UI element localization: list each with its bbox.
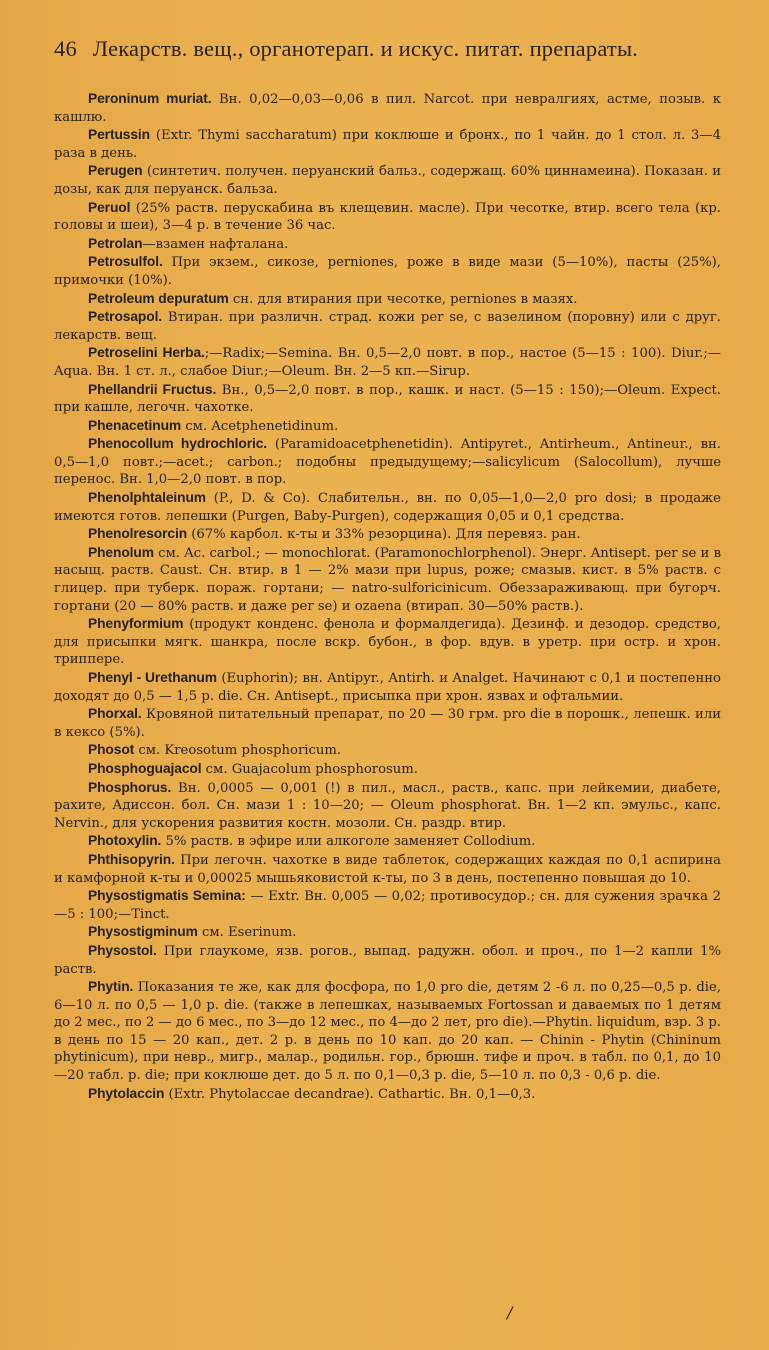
- entry-term: Phenocollum hydrochloric.: [88, 436, 268, 452]
- entry-text: При экзем., сикозе, perniones, роже в виде мази (5—10%), пасты (25%), примочки (10%).: [54, 255, 721, 288]
- page-header: [54, 36, 721, 62]
- dictionary-entry: [54, 669, 721, 705]
- dictionary-entry: [54, 525, 721, 544]
- entry-text: см. Guajacolum phosphorosum.: [201, 761, 418, 777]
- dictionary-entry: [54, 381, 721, 417]
- dictionary-entry: [54, 290, 721, 309]
- entry-term: Perugen: [88, 163, 143, 179]
- entry-text: (P., D. & Co). Слабительн., вн. по 0,05—1,0—2,0 pro dosi; в продаже имеются готов. лепешки (Purgen, Baby-Purgen), содержащия 0,05 и 0,1 средства.: [54, 491, 721, 524]
- dictionary-entry: [54, 344, 721, 380]
- entry-text: Вн., 0,5—2,0 повт. в пор., кашк. и наст. (5—15 : 150);—Oleum. Expect. при кашле, легочн. чахотке.: [54, 382, 721, 416]
- entry-text: (25% раств. перускабина въ клещевин. масле). При чесотке, втир. всего тела (кр. головы и шеи), 3—4 р. в течение 36 час.: [54, 200, 721, 234]
- entry-term: Peroninum muriat.: [88, 91, 212, 106]
- entry-term: Phosot: [88, 742, 135, 758]
- entry-term: Phenolphtaleinum: [88, 490, 206, 506]
- entry-text: сн. для втирания при чесотке, perniones в мазях.: [228, 291, 578, 307]
- dictionary-entry: [54, 253, 721, 289]
- entry-text: (Paramidoacetphenetidin). Antipyret., Antirheum., Antineur., вн. 0,5—1,0 повт.;—acet.; carbon.; подобны предыдущему;—salicylicum (Salocollum), лучше перенос. Вн. 1,0—2,0 повт. в пор.: [54, 437, 721, 488]
- entry-term: Phthisopyrin.: [88, 851, 175, 867]
- dictionary-entry: [54, 1085, 721, 1104]
- page-number: 46: [54, 36, 77, 61]
- entry-term: Phenyformium: [88, 616, 184, 632]
- entry-term: Phenolresorcin: [88, 526, 188, 542]
- entry-term: Peruol: [88, 199, 131, 215]
- entry-text: см. Acetphenetidinum.: [181, 418, 339, 434]
- dictionary-entry: [54, 235, 721, 254]
- entry-term: Petroleum depuratum: [88, 290, 229, 306]
- entry-term: Phorxal.: [88, 706, 142, 722]
- entry-term: Petroselini Herba.: [88, 345, 205, 361]
- dictionary-entry: [54, 615, 721, 669]
- dictionary-entry: [54, 760, 721, 779]
- entry-term: Phytolaccin: [88, 1085, 165, 1101]
- dictionary-entry: [54, 779, 721, 833]
- dictionary-entry: [54, 923, 721, 942]
- entry-term: Physostol.: [88, 942, 157, 958]
- entry-term: Physostigmatis Semina:: [88, 888, 246, 904]
- dictionary-entry: [54, 544, 721, 615]
- entry-text: см. Kreosotum phosphoricum.: [134, 743, 342, 759]
- entry-text: см. Eserinum.: [197, 925, 297, 941]
- entry-text: Показания те же, как для фосфора, по 1,0 pro die, детям 2 -6 л. по 0,25—0,5 р. die, 6—10 л. по 0,5 — 1,0 р. die. (также в лепешках, называемых Fortossan и даваемых по 1 детям до 2 мес., по 2 — до 6 мес., по 3—до 12 мес., по 4—до 2 лет, pro die).—Phytin. liquidum, взр. 3 р. в день по 15 — 20 кап., дет. 2 р. в день по 10 кап. до 20 кап. — Chinin - Phytin (Chininum phytinicum), при невр., мигр., малар., родильн. гор., брюшн. тифе и проч. в табл. по 0,1, до 10—20 табл. р. die; при коклюше дет. до 5 л. по 0,1—0,3 р. die, 5—10 л. по 0,3 - 0,6 р. die.: [54, 980, 721, 1084]
- entry-term: Photoxylin.: [88, 833, 162, 849]
- dictionary-entry: [54, 199, 721, 235]
- entry-text: Кровяной питательный препарат, по 20 — 30 грм. pro die в порошк., лепешк. или в кексо (5%).: [54, 707, 721, 740]
- entry-term: Phenyl - Urethanum: [88, 670, 217, 685]
- entry-text: (синтетич. получен. перуанский бальз., содержащ. 60% циннамеина). Показан. и дозы, как для перуанск. бальза.: [54, 164, 721, 197]
- entry-text: —взамен нафталана.: [142, 236, 289, 252]
- entry-term: Pertussin: [88, 127, 150, 143]
- dictionary-entry: [54, 435, 721, 489]
- entry-list: [54, 90, 721, 1103]
- entry-term: Phytin.: [88, 979, 134, 995]
- entry-text: (67% карбол. к-ты и 33% резорцина). Для перевяз. ран.: [187, 527, 581, 543]
- entry-text: Втиран. при различн. страд. кожи per se, с вазелином (поровну) или с друг. лекарств. вещ.: [54, 310, 721, 343]
- entry-term: Petrolan: [88, 235, 143, 251]
- entry-text: см. Ac. carbol.; — monochlorat. (Paramonochlorphenol). Энерг. Antisept. per se и в насыщ. раств. Caust. Сн. втир. в 1 — 2% мази при lupus, роже; смазыв. кист. в 5% раств. с глицер. при туберк. пораж. гортани; — natro-sulforicinicum. Обеззараживающ. при бугорч. гортани (20 — 80% раств. и даже per se) и ozaena (втирап. 30—50% раств.).: [54, 545, 721, 614]
- entry-term: Petrosulfol.: [88, 254, 163, 270]
- entry-text: При глаукоме, язв. рогов., выпад. радужн. обол. и проч., по 1—2 капли 1% раств.: [54, 943, 721, 977]
- dictionary-entry: [54, 489, 721, 525]
- entry-text: (Extr. Thymi saccharatum) при коклюше и бронх., по 1 чайн. до 1 стол. л. 3—4 раза в день.: [54, 128, 721, 161]
- dictionary-entry: [54, 942, 721, 978]
- dictionary-entry: [54, 978, 721, 1085]
- entry-text: (Extr. Phytolaccae decandrae). Cathartic. Вн. 0,1—0,3.: [164, 1086, 536, 1102]
- entry-term: Phenacetinum: [88, 417, 182, 433]
- entry-text: — Extr. Вн. 0,005 — 0,02; противосудор.; сн. для сужения зрачка 2—5 : 100;—Tinct.: [54, 889, 722, 922]
- entry-term: Phellandrii Fructus.: [88, 381, 217, 397]
- running-head: Лекарств. вещ., органотерап. и искус. питат. препараты.: [92, 36, 639, 61]
- entry-text: (Euphorin); вн. Antipyr., Antirh. и Analget. Начинают с 0,1 и постепенно доходят до 0,5 — 1,5 р. die. Сн. Antisept., присыпка при хрон. язвах и офтальмии.: [54, 671, 721, 704]
- dictionary-entry: [54, 832, 721, 851]
- dictionary-entry: [54, 90, 721, 126]
- entry-text: (продукт конденс. фенола и формалдегида). Дезинф. и дезодор. средство, для присыпки мягк. шанкра, после вскр. бубон., в фор. вдув. в уретр. при остр. и хрон. триппере.: [54, 617, 721, 668]
- dictionary-entry: [54, 705, 721, 741]
- entry-text: Вн. 0,0005 — 0,001 (!) в пил., масл., раств., капс. при лейкемии, диабете, рахите, Адиссон. бол. Сн. мази 1 : 10—20; — Oleum phosphorat. Вн. 1—2 кп. эмульс., капс. Nervin., для ускорения развития костн. мозоли. Сн. раздр. втир.: [54, 780, 721, 831]
- entry-term: Petrosapol.: [88, 309, 163, 325]
- dictionary-entry: [54, 126, 721, 162]
- dictionary-entry: [54, 851, 721, 887]
- entry-text: Вн. 0,02—0,03—0,06 в пил. Narcot. при невралгиях, астме, позыв. к кашлю.: [54, 92, 721, 125]
- dictionary-entry: [54, 741, 721, 760]
- entry-text: 5% раств. в эфире или алкоголе заменяет Collodium.: [161, 834, 536, 850]
- entry-text: При легочн. чахотке в виде таблеток, содержащих каждая по 0,1 аспирина и камфорной к-ты и 0,00025 мышьяковистой к-ты, по 3 в день, постепенно повышая до 10.: [54, 852, 721, 886]
- dictionary-entry: [54, 887, 721, 923]
- dictionary-entry: [54, 162, 721, 198]
- dictionary-entry: [54, 417, 721, 436]
- entry-term: Physostigminum: [88, 924, 198, 940]
- entry-text: ;—Radix;—Semina. Вн. 0,5—2,0 повт. в пор., настое (5—15 : 100). Diur.;—Aqua. Вн. 1 ст. л., слабое Diur.;—Oleum. Вн. 2—5 кп.—Sirup.: [54, 346, 721, 379]
- entry-term: Phosphoguajacol: [88, 760, 202, 776]
- dictionary-entry: [54, 308, 721, 344]
- entry-term: Phosphorus.: [88, 779, 172, 795]
- entry-term: Phenolum: [88, 544, 154, 560]
- bottom-mark: /: [507, 1303, 513, 1322]
